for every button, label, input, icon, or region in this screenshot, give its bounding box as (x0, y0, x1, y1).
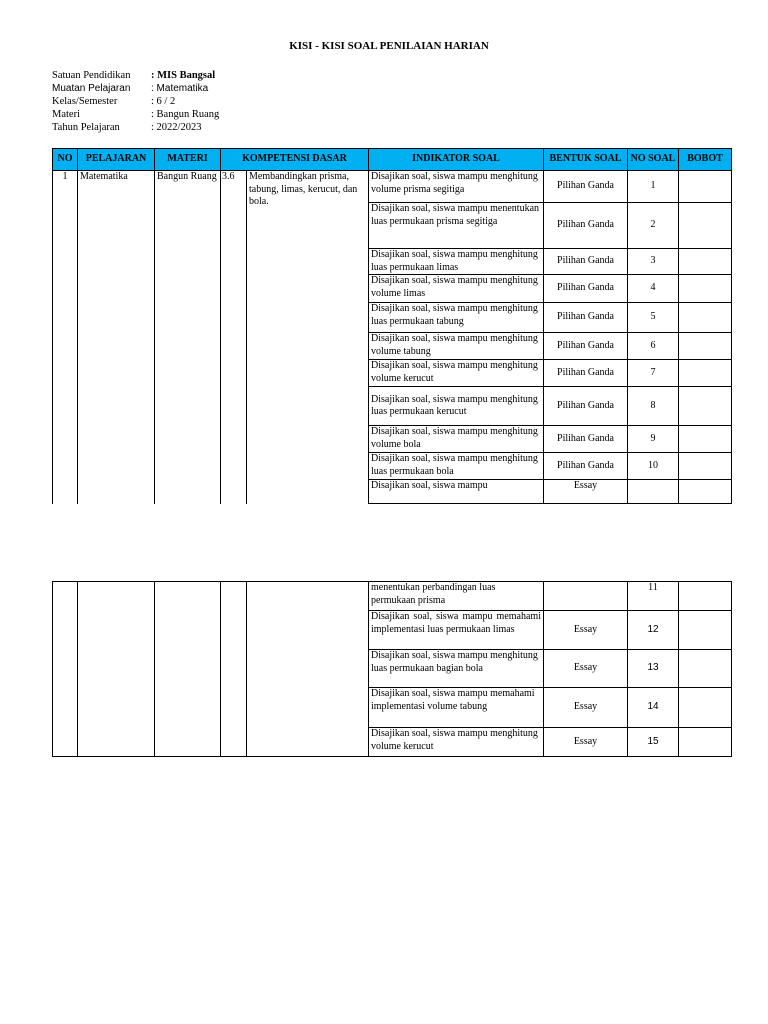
bentuk-cell: Essay (544, 688, 628, 728)
bentuk-cell: Pilihan Ganda (544, 171, 628, 203)
bobot-cell (679, 333, 732, 360)
info-row-muatan (52, 82, 219, 95)
bobot-cell (679, 387, 732, 426)
bobot-cell (679, 303, 732, 333)
bobot-cell (679, 203, 732, 249)
no-soal-cell: 15 (628, 728, 679, 757)
header-materi: MATERI (155, 149, 221, 171)
no-soal-cell: 6 (628, 333, 679, 360)
bobot-cell (679, 275, 732, 303)
indikator-cell: Disajikan soal, siswa mampu menghitung volume kerucut (369, 360, 544, 387)
row-kd-number: 3.6 (221, 171, 247, 504)
bobot-cell (679, 360, 732, 387)
indikator-cell: Disajikan soal, siswa mampu menghitung luas permukaan bagian bola (369, 650, 544, 688)
row-kd-number-empty (221, 582, 247, 757)
no-soal-cell: 7 (628, 360, 679, 387)
no-soal-cell: 14 (628, 688, 679, 728)
no-soal-cell: 3 (628, 249, 679, 275)
bentuk-cell: Pilihan Ganda (544, 426, 628, 453)
row-kd-text: Membandingkan prisma, tabung, limas, kerucut, dan bola. (247, 171, 369, 504)
row-materi: Bangun Ruang (155, 171, 221, 504)
table-header-row (53, 149, 732, 171)
no-soal-cell: 13 (628, 650, 679, 688)
indikator-cell: Disajikan soal, siswa mampu (369, 480, 544, 504)
info-value: : Matematika (151, 83, 209, 94)
indikator-cell: Disajikan soal, siswa mampu menentukan luas permukaan prisma segitiga (369, 203, 544, 249)
document-info (52, 69, 219, 134)
table-row (53, 171, 732, 203)
bentuk-cell: Pilihan Ganda (544, 333, 628, 360)
kisi-table-part-1 (52, 148, 732, 504)
info-value: : 6 / 2 (151, 96, 176, 107)
indikator-cell: Disajikan soal, siswa mampu menghitung luas permukaan limas (369, 249, 544, 275)
info-key: Satuan Pendidikan (52, 70, 131, 81)
header-no: NO (53, 149, 78, 171)
indikator-cell: Disajikan soal, siswa mampu menghitung volume bola (369, 426, 544, 453)
indikator-cell: Disajikan soal, siswa mampu menghitung volume kerucut (369, 728, 544, 757)
info-row-tahun (52, 121, 219, 134)
bobot-cell (679, 611, 732, 650)
bentuk-cell: Pilihan Ganda (544, 303, 628, 333)
bobot-cell (679, 453, 732, 480)
no-soal-cell: 11 (628, 582, 679, 611)
info-row-materi (52, 108, 219, 121)
bentuk-cell: Essay (544, 611, 628, 650)
bentuk-cell: Pilihan Ganda (544, 453, 628, 480)
info-value: : MIS Bangsal (151, 70, 216, 81)
bentuk-cell: Pilihan Ganda (544, 249, 628, 275)
header-bentuk-soal: BENTUK SOAL (544, 149, 628, 171)
no-soal-cell: 4 (628, 275, 679, 303)
indikator-cell: Disajikan soal, siswa mampu memahami implementasi luas permukaan limas (369, 611, 544, 650)
row-pelajaran-empty (78, 582, 155, 757)
info-row-satuan (52, 69, 219, 82)
info-value: : Bangun Ruang (151, 109, 220, 120)
info-key: Kelas/Semester (52, 96, 118, 107)
no-soal-cell: 10 (628, 453, 679, 480)
indikator-cell: Disajikan soal, siswa mampu menghitung luas permukaan bola (369, 453, 544, 480)
row-materi-empty (155, 582, 221, 757)
bentuk-cell (544, 582, 628, 611)
bobot-cell (679, 171, 732, 203)
bobot-cell (679, 728, 732, 757)
indikator-cell: Disajikan soal, siswa mampu menghitung volume tabung (369, 333, 544, 360)
row-pelajaran: Matematika (78, 171, 155, 504)
bobot-cell (679, 249, 732, 275)
bentuk-cell: Essay (544, 728, 628, 757)
indikator-cell: Disajikan soal, siswa mampu menghitung volume limas (369, 275, 544, 303)
bentuk-cell: Essay (544, 480, 628, 504)
no-soal-cell (628, 480, 679, 504)
no-soal-cell: 9 (628, 426, 679, 453)
bobot-cell (679, 650, 732, 688)
bobot-cell (679, 582, 732, 611)
row-no-empty (53, 582, 78, 757)
bentuk-cell: Pilihan Ganda (544, 203, 628, 249)
indikator-cell: Disajikan soal, siswa mampu memahami implementasi volume tabung (369, 688, 544, 728)
bobot-cell (679, 688, 732, 728)
no-soal-cell: 12 (628, 611, 679, 650)
bentuk-cell: Pilihan Ganda (544, 387, 628, 426)
indikator-cell: menentukan perbandingan luas permukaan prisma (369, 582, 544, 611)
no-soal-cell: 2 (628, 203, 679, 249)
indikator-cell: Disajikan soal, siswa mampu menghitung luas permukaan tabung (369, 303, 544, 333)
info-value: : 2022/2023 (151, 122, 202, 133)
bentuk-cell: Pilihan Ganda (544, 275, 628, 303)
bentuk-cell: Essay (544, 650, 628, 688)
header-pelajaran: PELAJARAN (78, 149, 155, 171)
header-no-soal: NO SOAL (628, 149, 679, 171)
bobot-cell (679, 480, 732, 504)
document-title: KISI - KISI SOAL PENILAIAN HARIAN (289, 40, 489, 52)
bentuk-cell: Pilihan Ganda (544, 360, 628, 387)
no-soal-cell: 1 (628, 171, 679, 203)
indikator-cell: Disajikan soal, siswa mampu menghitung volume prisma segitiga (369, 171, 544, 203)
info-key: Materi (52, 109, 80, 120)
info-key: Tahun Pelajaran (52, 122, 120, 133)
header-bobot: BOBOT (679, 149, 732, 171)
no-soal-cell: 8 (628, 387, 679, 426)
bobot-cell (679, 426, 732, 453)
indikator-cell: Disajikan soal, siswa mampu menghitung luas permukaan kerucut (369, 387, 544, 426)
header-indikator-soal: INDIKATOR SOAL (369, 149, 544, 171)
table-row (53, 582, 732, 611)
row-kd-text-empty (247, 582, 369, 757)
info-row-kelas (52, 95, 219, 108)
header-kompetensi-dasar: KOMPETENSI DASAR (221, 149, 369, 171)
no-soal-cell: 5 (628, 303, 679, 333)
kisi-table-part-2 (52, 581, 732, 757)
row-no: 1 (53, 171, 78, 504)
info-key: Muatan Pelajaran (52, 83, 131, 94)
